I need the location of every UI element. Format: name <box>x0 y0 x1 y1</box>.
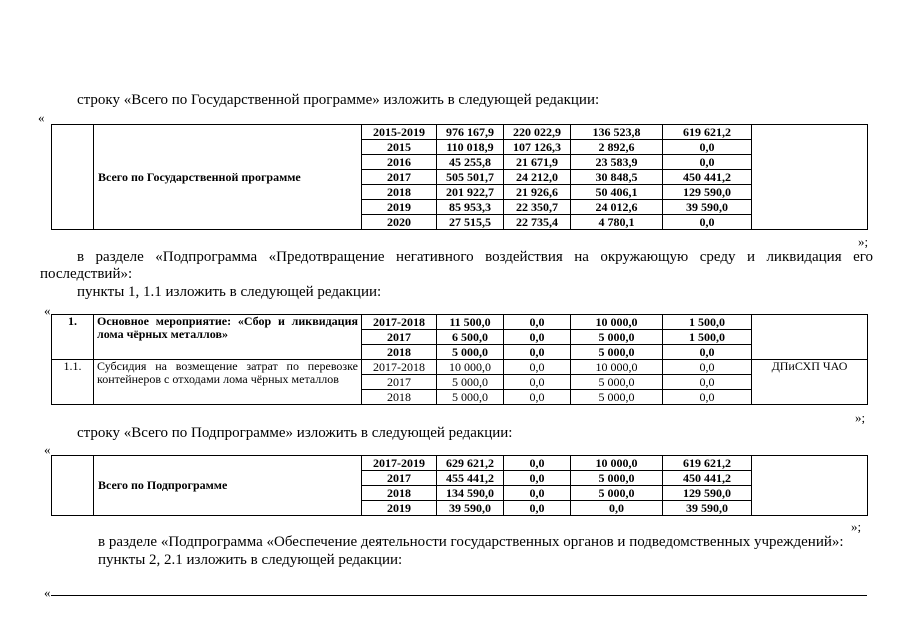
other-cell: 1 500,0 <box>663 330 752 345</box>
federal-cell: 0,0 <box>504 390 571 405</box>
period-cell: 2017 <box>362 170 437 185</box>
federal-cell: 21 671,9 <box>504 155 571 170</box>
other-cell: 39 590,0 <box>663 501 752 516</box>
close-quote: »; <box>855 410 866 425</box>
other-cell: 619 621,2 <box>663 456 752 471</box>
regional-cell: 136 523,8 <box>571 125 663 140</box>
total-cell: 85 953,3 <box>437 200 504 215</box>
federal-cell: 22 735,4 <box>504 215 571 230</box>
total-cell: 110 018,9 <box>437 140 504 155</box>
regional-cell: 5 000,0 <box>571 471 663 486</box>
federal-cell: 0,0 <box>504 315 571 330</box>
period-cell: 2018 <box>362 390 437 405</box>
total-cell: 5 000,0 <box>437 375 504 390</box>
total-cell: 455 441,2 <box>437 471 504 486</box>
blank-cell <box>52 125 94 230</box>
other-cell: 0,0 <box>663 345 752 360</box>
total-cell: 505 501,7 <box>437 170 504 185</box>
other-cell: 0,0 <box>663 140 752 155</box>
total-cell: 27 515,5 <box>437 215 504 230</box>
regional-cell: 30 848,5 <box>571 170 663 185</box>
subprogram-items-tbody <box>52 315 868 405</box>
total-cell: 10 000,0 <box>437 360 504 375</box>
federal-cell: 0,0 <box>504 471 571 486</box>
table-row <box>52 456 868 471</box>
regional-cell: 5 000,0 <box>571 375 663 390</box>
open-quote: « <box>44 442 51 457</box>
item-title: Основное мероприятие: «Сбор и ликвидация лома чёрных металлов» <box>94 315 362 360</box>
open-quote: « <box>44 303 51 318</box>
total-cell: 45 255,8 <box>437 155 504 170</box>
period-cell: 2017-2018 <box>362 360 437 375</box>
regional-cell: 0,0 <box>571 501 663 516</box>
regional-cell: 50 406,1 <box>571 185 663 200</box>
federal-cell: 0,0 <box>504 345 571 360</box>
total-cell: 6 500,0 <box>437 330 504 345</box>
paragraph-items-2-2-1: пункты 2, 2.1 изложить в следующей редакции: <box>98 552 403 568</box>
table-row <box>52 360 868 375</box>
other-cell: 0,0 <box>663 155 752 170</box>
regional-cell: 5 000,0 <box>571 330 663 345</box>
subprogram-items-table <box>51 314 868 405</box>
federal-cell: 0,0 <box>504 360 571 375</box>
regional-cell: 24 012,6 <box>571 200 663 215</box>
subprogram-total-tbody <box>52 456 868 516</box>
state-program-total-table <box>51 124 868 230</box>
period-cell: 2017-2019 <box>362 456 437 471</box>
federal-cell: 24 212,0 <box>504 170 571 185</box>
subprogram-total-table <box>51 455 868 516</box>
other-cell: 129 590,0 <box>663 486 752 501</box>
close-quote: »; <box>851 519 862 534</box>
federal-cell: 220 022,9 <box>504 125 571 140</box>
federal-cell: 0,0 <box>504 486 571 501</box>
period-cell: 2018 <box>362 185 437 200</box>
paragraph-subprogram-total: строку «Всего по Подпрограмме» изложить в следующей редакции: <box>77 425 513 441</box>
next-table-top-border <box>51 595 867 596</box>
federal-cell: 22 350,7 <box>504 200 571 215</box>
total-cell: 5 000,0 <box>437 345 504 360</box>
period-cell: 2020 <box>362 215 437 230</box>
blank-cell <box>752 315 868 360</box>
period-cell: 2017 <box>362 471 437 486</box>
other-cell: 0,0 <box>663 375 752 390</box>
open-quote: « <box>44 585 51 600</box>
other-cell: 39 590,0 <box>663 200 752 215</box>
regional-cell: 10 000,0 <box>571 315 663 330</box>
federal-cell: 0,0 <box>504 330 571 345</box>
row-label: Всего по Подпрограмме <box>94 456 362 516</box>
federal-cell: 0,0 <box>504 456 571 471</box>
open-quote: « <box>38 110 45 125</box>
total-cell: 134 590,0 <box>437 486 504 501</box>
paragraph-subprogram-section-line1: в разделе «Подпрограмма «Предотвращение негативного воздействия на окружающую среду и ликвидация его <box>77 249 873 265</box>
other-cell: 450 441,2 <box>663 170 752 185</box>
total-cell: 39 590,0 <box>437 501 504 516</box>
period-cell: 2015 <box>362 140 437 155</box>
federal-cell: 107 126,3 <box>504 140 571 155</box>
regional-cell: 5 000,0 <box>571 345 663 360</box>
paragraph-support-subprogram: в разделе «Подпрограмма «Обеспечение деятельности государственных органов и подведомственных учреждений»: <box>98 534 844 550</box>
item-title: Субсидия на возмещение затрат по перевозке контейнеров с отходами лома чёрных металлов <box>94 360 362 405</box>
other-cell: 129 590,0 <box>663 185 752 200</box>
total-cell: 5 000,0 <box>437 390 504 405</box>
blank-cell <box>752 456 868 516</box>
regional-cell: 5 000,0 <box>571 390 663 405</box>
other-cell: 1 500,0 <box>663 315 752 330</box>
paragraph-subprogram-section-line2: последствий»: <box>40 266 133 282</box>
total-cell: 629 621,2 <box>437 456 504 471</box>
other-cell: 0,0 <box>663 390 752 405</box>
state-program-total-tbody <box>52 125 868 230</box>
paragraph-total-state-program: строку «Всего по Государственной программе» изложить в следующей редакции: <box>77 92 600 108</box>
other-cell: 0,0 <box>663 215 752 230</box>
federal-cell: 0,0 <box>504 501 571 516</box>
table-row <box>52 315 868 330</box>
federal-cell: 0,0 <box>504 375 571 390</box>
item-number: 1.1. <box>52 360 94 405</box>
executor-cell: ДПиСХП ЧАО <box>752 360 868 405</box>
table-row <box>52 125 868 140</box>
regional-cell: 4 780,1 <box>571 215 663 230</box>
period-cell: 2015-2019 <box>362 125 437 140</box>
period-cell: 2018 <box>362 486 437 501</box>
federal-cell: 21 926,6 <box>504 185 571 200</box>
item-number: 1. <box>52 315 94 360</box>
period-cell: 2019 <box>362 200 437 215</box>
paragraph-items-1-1-1: пункты 1, 1.1 изложить в следующей редакции: <box>77 284 382 300</box>
regional-cell: 2 892,6 <box>571 140 663 155</box>
other-cell: 450 441,2 <box>663 471 752 486</box>
regional-cell: 23 583,9 <box>571 155 663 170</box>
blank-cell <box>752 125 868 230</box>
regional-cell: 5 000,0 <box>571 486 663 501</box>
period-cell: 2017 <box>362 375 437 390</box>
blank-cell <box>52 456 94 516</box>
period-cell: 2017-2018 <box>362 315 437 330</box>
row-label: Всего по Государственной программе <box>94 125 362 230</box>
period-cell: 2018 <box>362 345 437 360</box>
total-cell: 11 500,0 <box>437 315 504 330</box>
period-cell: 2017 <box>362 330 437 345</box>
total-cell: 976 167,9 <box>437 125 504 140</box>
other-cell: 0,0 <box>663 360 752 375</box>
period-cell: 2016 <box>362 155 437 170</box>
period-cell: 2019 <box>362 501 437 516</box>
total-cell: 201 922,7 <box>437 185 504 200</box>
regional-cell: 10 000,0 <box>571 456 663 471</box>
other-cell: 619 621,2 <box>663 125 752 140</box>
close-quote: »; <box>858 234 869 249</box>
regional-cell: 10 000,0 <box>571 360 663 375</box>
